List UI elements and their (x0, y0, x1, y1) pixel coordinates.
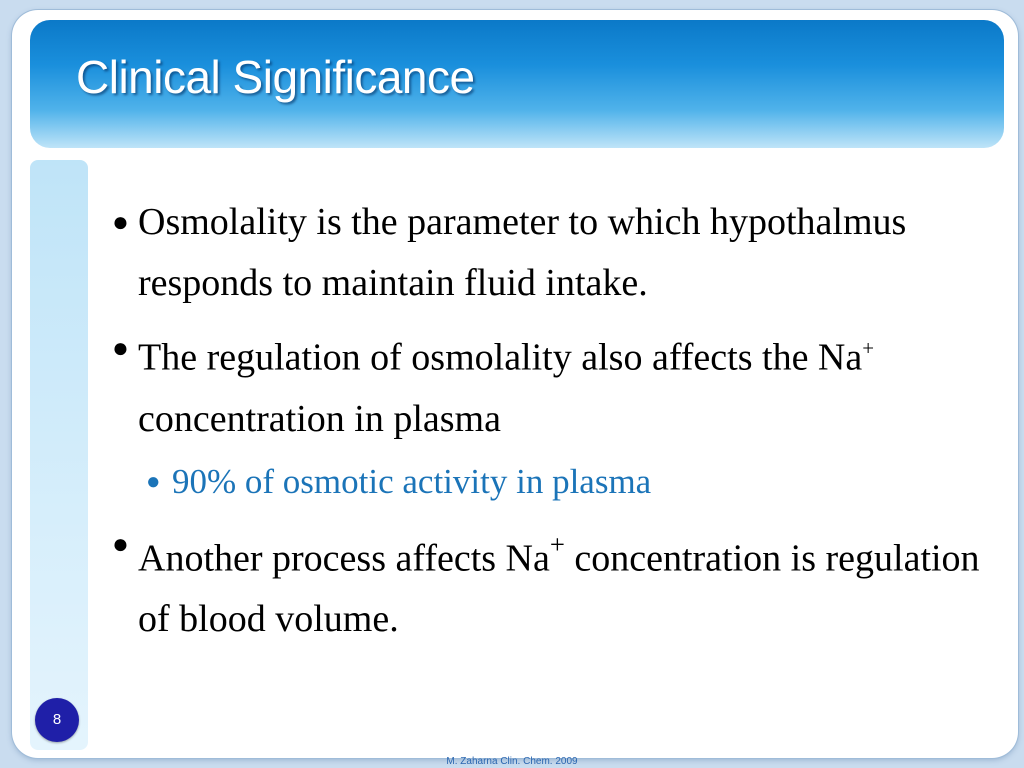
slide-content (106, 192, 986, 650)
page-number-badge: 8 (35, 698, 79, 742)
sub-bullet-text: 90% of osmotic activity in plasma (172, 461, 652, 501)
bullet-dot-icon: ● (146, 468, 161, 495)
bullet-text-continued: concentration in plasma (138, 397, 501, 440)
bullet-dot-icon: ● (112, 207, 129, 238)
side-bar (30, 160, 88, 750)
superscript-plus: + (862, 336, 875, 360)
bullet-item-2 (106, 318, 986, 450)
bullet-dot-icon: ● (112, 333, 129, 364)
bullet-dot-icon: ● (112, 528, 129, 560)
bullet-item-3 (106, 514, 986, 650)
bullet-text-continued: concentration is regulation of blood volume. (138, 536, 980, 640)
bullet-text: Osmolality is the parameter to which hypothalmus responds to maintain fluid intake. (138, 201, 907, 304)
bullet-text: The regulation of osmolality also affects the Na (138, 336, 863, 379)
bullet-item-1 (106, 192, 986, 314)
bullet-text: Another process affects Na (138, 536, 550, 579)
superscript-plus: + (549, 528, 565, 559)
slide-title: Clinical Significance (76, 51, 475, 103)
slide-footer: M. Zaharna Clin. Chem. 2009 (446, 756, 578, 767)
sub-bullet-item (106, 450, 986, 514)
